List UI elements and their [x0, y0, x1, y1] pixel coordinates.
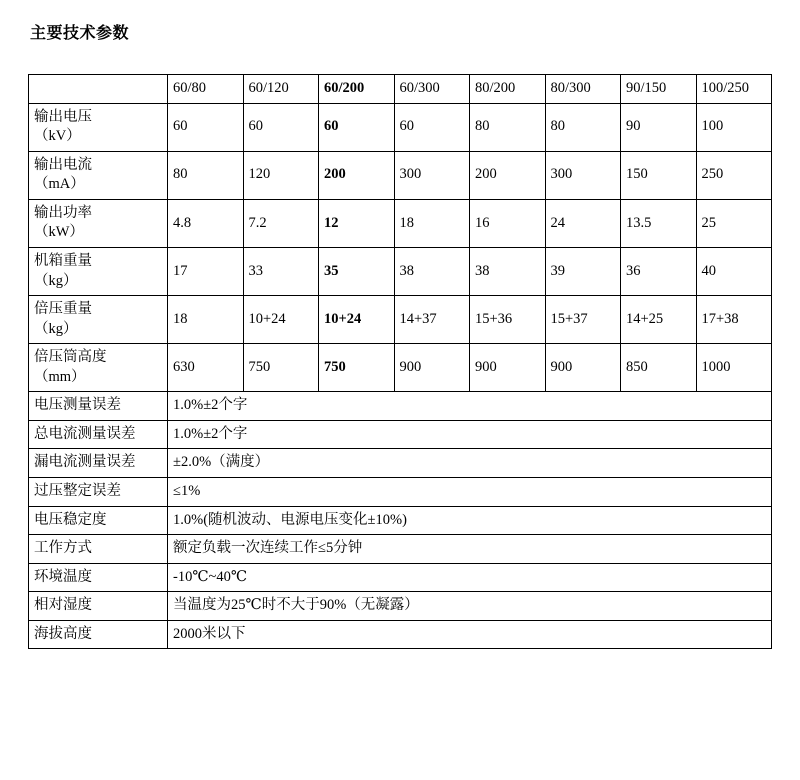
table-row — [29, 478, 772, 507]
cell-value: 60 — [394, 103, 470, 151]
header-cell-model: 80/200 — [470, 75, 546, 104]
table-row — [29, 296, 772, 344]
row-label: 环境温度 — [29, 563, 168, 592]
cell-value: 39 — [545, 247, 621, 295]
row-label — [29, 247, 168, 295]
cell-value: 900 — [470, 344, 546, 392]
cell-value-wide: ≤1% — [168, 478, 772, 507]
cell-value-highlight: 60 — [319, 103, 395, 151]
row-label-line2: （kg） — [34, 272, 78, 289]
cell-value: 150 — [621, 151, 697, 199]
cell-value: 14+25 — [621, 296, 697, 344]
cell-value: 4.8 — [168, 199, 244, 247]
header-cell-model: 60/80 — [168, 75, 244, 104]
cell-value: 80 — [470, 103, 546, 151]
row-label — [29, 151, 168, 199]
cell-value-wide: 2000米以下 — [168, 620, 772, 649]
cell-value-highlight: 200 — [319, 151, 395, 199]
row-label-line1: 机箱重量 — [34, 252, 92, 269]
cell-value: 15+36 — [470, 296, 546, 344]
cell-value: 850 — [621, 344, 697, 392]
header-cell-model: 80/300 — [545, 75, 621, 104]
table-header-row — [29, 75, 772, 104]
cell-value: 18 — [394, 199, 470, 247]
table-row — [29, 535, 772, 564]
cell-value: 900 — [545, 344, 621, 392]
row-label: 海拔高度 — [29, 620, 168, 649]
row-label-line1: 输出电流 — [34, 156, 92, 173]
row-label-line1: 倍压筒高度 — [34, 349, 107, 366]
cell-value: 100 — [696, 103, 772, 151]
row-label-line2: （kV） — [34, 128, 81, 145]
table-row — [29, 620, 772, 649]
cell-value-wide: 1.0%±2个字 — [168, 420, 772, 449]
row-label-line2: （kW） — [34, 224, 84, 241]
table-row — [29, 449, 772, 478]
row-label-line1: 输出功率 — [34, 204, 92, 221]
header-cell-model-highlight: 60/200 — [319, 75, 395, 104]
cell-value: 10+24 — [243, 296, 319, 344]
cell-value: 18 — [168, 296, 244, 344]
table-row — [29, 151, 772, 199]
table-row — [29, 392, 772, 421]
cell-value: 25 — [696, 199, 772, 247]
cell-value: 15+37 — [545, 296, 621, 344]
cell-value: 24 — [545, 199, 621, 247]
table-row — [29, 563, 772, 592]
cell-value: 60 — [243, 103, 319, 151]
cell-value: 80 — [168, 151, 244, 199]
header-cell-model: 60/300 — [394, 75, 470, 104]
header-cell-blank — [29, 75, 168, 104]
cell-value: 200 — [470, 151, 546, 199]
cell-value: 250 — [696, 151, 772, 199]
table-row — [29, 247, 772, 295]
row-label-line2: （mA） — [34, 176, 85, 193]
cell-value-wide: 当温度为25℃时不大于90%（无凝露） — [168, 592, 772, 621]
row-label: 电压测量误差 — [29, 392, 168, 421]
cell-value-highlight: 750 — [319, 344, 395, 392]
row-label — [29, 296, 168, 344]
row-label: 漏电流测量误差 — [29, 449, 168, 478]
row-label: 总电流测量误差 — [29, 420, 168, 449]
row-label: 过压整定误差 — [29, 478, 168, 507]
cell-value: 900 — [394, 344, 470, 392]
row-label-line1: 输出电压 — [34, 108, 92, 125]
row-label — [29, 199, 168, 247]
table-row — [29, 103, 772, 151]
table-row — [29, 199, 772, 247]
specifications-table — [28, 74, 772, 649]
cell-value: 630 — [168, 344, 244, 392]
cell-value: 17 — [168, 247, 244, 295]
table-row — [29, 344, 772, 392]
cell-value-wide: 额定负载一次连续工作≤5分钟 — [168, 535, 772, 564]
page-title: 主要技术参数 — [30, 25, 130, 42]
cell-value-wide: 1.0%±2个字 — [168, 392, 772, 421]
header-cell-model: 60/120 — [243, 75, 319, 104]
cell-value: 33 — [243, 247, 319, 295]
cell-value: 300 — [394, 151, 470, 199]
row-label-line2: （kg） — [34, 320, 78, 337]
row-label: 工作方式 — [29, 535, 168, 564]
row-label-line1: 倍压重量 — [34, 301, 92, 318]
cell-value: 13.5 — [621, 199, 697, 247]
cell-value-highlight: 10+24 — [319, 296, 395, 344]
cell-value-highlight: 12 — [319, 199, 395, 247]
cell-value: 38 — [470, 247, 546, 295]
cell-value: 16 — [470, 199, 546, 247]
cell-value: 14+37 — [394, 296, 470, 344]
header-cell-model: 100/250 — [696, 75, 772, 104]
cell-value-wide: -10℃~40℃ — [168, 563, 772, 592]
row-label — [29, 103, 168, 151]
cell-value: 300 — [545, 151, 621, 199]
cell-value: 1000 — [696, 344, 772, 392]
table-body — [29, 75, 772, 649]
cell-value: 38 — [394, 247, 470, 295]
table-row — [29, 592, 772, 621]
header-cell-model: 90/150 — [621, 75, 697, 104]
cell-value: 90 — [621, 103, 697, 151]
table-row — [29, 506, 772, 535]
cell-value: 750 — [243, 344, 319, 392]
cell-value: 40 — [696, 247, 772, 295]
cell-value: 7.2 — [243, 199, 319, 247]
cell-value: 36 — [621, 247, 697, 295]
row-label-line2: （mm） — [34, 368, 86, 385]
row-label: 相对湿度 — [29, 592, 168, 621]
row-label — [29, 344, 168, 392]
cell-value: 80 — [545, 103, 621, 151]
table-row — [29, 420, 772, 449]
row-label: 电压稳定度 — [29, 506, 168, 535]
cell-value-wide: 1.0%(随机波动、电源电压变化±10%) — [168, 506, 772, 535]
cell-value: 17+38 — [696, 296, 772, 344]
cell-value: 60 — [168, 103, 244, 151]
cell-value-wide: ±2.0%（满度） — [168, 449, 772, 478]
cell-value: 120 — [243, 151, 319, 199]
cell-value-highlight: 35 — [319, 247, 395, 295]
